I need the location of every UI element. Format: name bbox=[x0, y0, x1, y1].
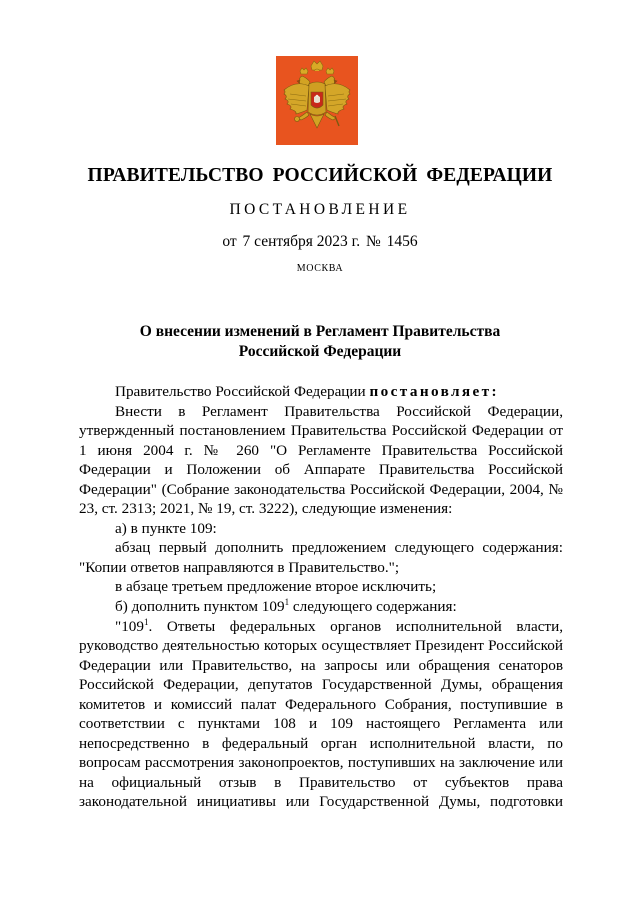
number-sign: № bbox=[365, 233, 381, 250]
item-b-tail: следующего содержания: bbox=[289, 598, 457, 616]
paragraph-decree bbox=[79, 382, 563, 402]
paragraph-109-1 bbox=[79, 617, 563, 812]
item-b-superscript: 1 bbox=[284, 597, 290, 608]
paragraph-amendments-intro: Внести в Регламент Правительства Российской Федерации, утвержденный постановлением Правительства Российской Федерации от 1 июня 2004 г. № 260 "О Регламенте Правительства Российской Федерации и Положении об Аппарате Правительства Российской Федерации" (Собрание законодательства Российской Федерации, 2004, № 23, ст. 2313; 2021, № 19, ст. 3222), следующие изменения: bbox=[79, 402, 563, 518]
document-number: 1456 bbox=[386, 233, 418, 250]
government-title: ПРАВИТЕЛЬСТВО РОССИЙСКОЙ ФЕДЕРАЦИИ bbox=[87, 165, 553, 186]
document-heading bbox=[0, 322, 640, 362]
paragraph-item-a-first: абзац первый дополнить предложением следующего содержания: "Копии ответов направляются в Правительство."; bbox=[79, 539, 563, 576]
document-body bbox=[79, 382, 563, 812]
document-date: 7 сентября 2023 г. bbox=[242, 233, 361, 250]
clause-number: "109 bbox=[115, 617, 144, 635]
document-type: ПОСТАНОВЛЕНИЕ bbox=[229, 201, 411, 218]
city-label: МОСКВА bbox=[296, 263, 344, 274]
date-prefix: от bbox=[222, 233, 237, 250]
coat-of-arms-emblem-icon bbox=[276, 56, 358, 145]
heading-line-1: О внесении изменений в Регламент Правительства bbox=[139, 323, 501, 340]
heading-line-2: Российской Федерации bbox=[238, 343, 402, 360]
item-b-text: б) дополнить пунктом 109 bbox=[115, 598, 285, 616]
decree-verb: постановляет: bbox=[369, 383, 499, 400]
date-line bbox=[0, 233, 640, 251]
clause-text: . Ответы федеральных органов исполнительной власти, руководство деятельностью которых осуществляет Президент Российской Федерации или Правительство, на запросы или обращения сенаторов Российской Федерации, депутатов Государственной Думы, обращения комитетов и комиссий палат Федерального Собрания, поступившие в соответствии с пунктами 108 и 109 настоящего Регламента или непосредственно в федеральный орган исполнительной власти, по вопросам рассмотрения законопроектов, поступивших на заключение или на официальный отзыв в Правительство от субъектов права законодательной инициативы или Государственной Думы, подготовки bbox=[79, 617, 563, 811]
paragraph-item-a-third: в абзаце третьем предложение второе исключить; bbox=[115, 578, 437, 596]
clause-superscript: 1 bbox=[143, 616, 149, 627]
paragraph-item-a: а) в пункте 109: bbox=[115, 519, 217, 537]
decree-intro: Правительство Российской Федерации bbox=[115, 383, 370, 400]
paragraph-item-b bbox=[79, 597, 563, 617]
